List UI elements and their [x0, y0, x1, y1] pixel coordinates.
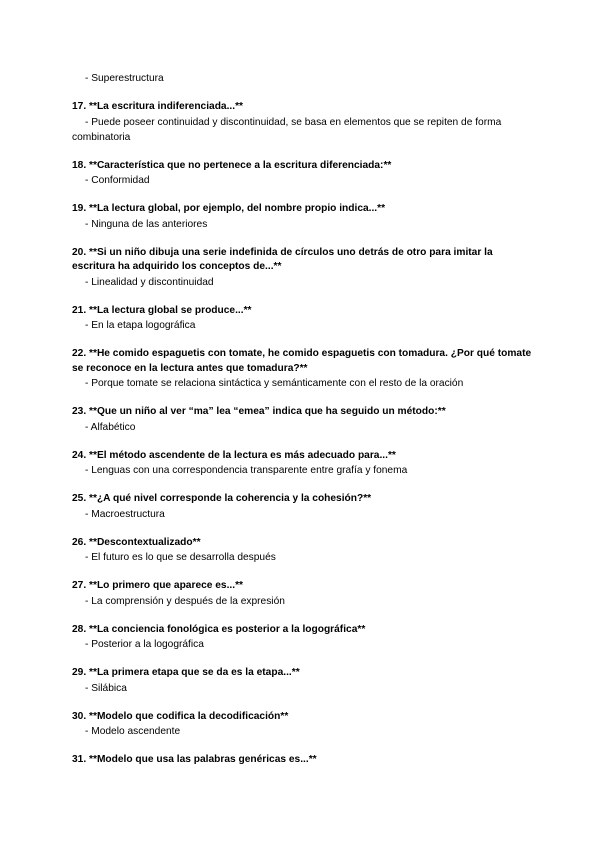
- qa-item-18: [72, 159, 532, 189]
- question-label: **Modelo que usa las palabras genéricas es...**: [89, 754, 317, 765]
- answer-text: - Silábica: [85, 682, 127, 694]
- question-label: **¿A qué nivel corresponde la coherencia y la cohesión?**: [89, 493, 372, 504]
- qa-item-20: [72, 246, 532, 290]
- question-text: [72, 100, 532, 115]
- question-label: **La lectura global, por ejemplo, del nombre propio indica...**: [89, 203, 386, 214]
- qa-item-23: [72, 405, 532, 435]
- question-number: 25.: [72, 493, 87, 504]
- qa-item-19: [72, 202, 532, 232]
- qa-list: [72, 71, 532, 768]
- question-text: [72, 159, 532, 174]
- question-label: **La lectura global se produce...**: [89, 304, 252, 316]
- qa-item-26: [72, 536, 532, 566]
- question-number: 26.: [72, 536, 87, 548]
- question-number: 29.: [72, 667, 87, 678]
- question-label: **La conciencia fonológica es posterior a la logográfica**: [89, 623, 366, 635]
- question-text: [72, 623, 532, 638]
- question-text: [72, 666, 532, 681]
- question-label: **Característica que no pertenece a la escritura diferenciada:**: [89, 159, 392, 171]
- answer-text: - Lenguas con una correspondencia transparente entre grafía y fonema: [85, 465, 408, 476]
- question-number: 17.: [72, 101, 87, 112]
- question-text: [72, 449, 532, 464]
- question-label: **He comido espaguetis con tomate, he comido espaguetis con tomadura. ¿Por qué tomate se reconoce en la lectura antes que tomadura?**: [72, 348, 532, 374]
- question-label: **La escritura indiferenciada...**: [89, 101, 244, 112]
- question-text: [72, 536, 532, 551]
- answer-text: - Ninguna de las anteriores: [85, 218, 208, 230]
- qa-item-25: [72, 492, 532, 522]
- question-label: **Modelo que codifica la decodificación**: [89, 710, 289, 722]
- question-number: 30.: [72, 710, 87, 722]
- qa-item-27: [72, 579, 532, 609]
- question-text: [72, 710, 532, 725]
- question-number: 19.: [72, 203, 87, 214]
- answer-text: - Porque tomate se relaciona sintáctica y semánticamente con el resto de la oración: [85, 378, 464, 389]
- question-label: **El método ascendente de la lectura es más adecuado para...**: [89, 449, 396, 461]
- question-text: [72, 304, 532, 319]
- qa-item-21: [72, 304, 532, 334]
- question-number: 22.: [72, 348, 87, 359]
- question-text: [72, 202, 532, 217]
- answer-text: - Superestructura: [85, 73, 164, 84]
- answer-text: - Alfabético: [85, 421, 136, 433]
- question-label: **La primera etapa que se da es la etapa...**: [89, 667, 300, 678]
- qa-item-17: [72, 100, 532, 145]
- question-number: 28.: [72, 623, 87, 635]
- question-number: 18.: [72, 159, 87, 171]
- answer-text: - La comprensión y después de la expresión: [85, 595, 285, 607]
- question-text: [72, 492, 532, 507]
- qa-item-31: [72, 753, 532, 768]
- question-label: **Si un niño dibuja una serie indefinida de círculos uno detrás de otro para imitar la escritura ha adquirido los conceptos de...**: [72, 246, 493, 272]
- answer-text: - En la etapa logográfica: [85, 320, 196, 331]
- qa-item-24: [72, 449, 532, 479]
- question-number: 20.: [72, 246, 87, 258]
- question-number: 31.: [72, 754, 87, 765]
- question-text: [72, 579, 532, 594]
- question-number: 21.: [72, 304, 87, 316]
- answer-text: - Puede poseer continuidad y discontinuidad, se basa en elementos que se repiten de forma combinatoria: [72, 116, 502, 143]
- answer-text: - El futuro es lo que se desarrolla después: [85, 552, 276, 563]
- answer-text: - Linealidad y discontinuidad: [85, 276, 214, 288]
- question-number: 27.: [72, 580, 87, 591]
- qa-item-30: [72, 710, 532, 740]
- qa-item-29: [72, 666, 532, 696]
- answer-text: - Modelo ascendente: [85, 726, 181, 737]
- answer-text: - Macroestructura: [85, 508, 165, 520]
- question-number: 23.: [72, 406, 87, 417]
- question-text: [72, 347, 532, 376]
- question-label: **Descontextualizado**: [89, 536, 201, 548]
- question-label: **Que un niño al ver “ma” lea “emea” indica que ha seguido un método:**: [89, 406, 446, 417]
- answer-text: - Conformidad: [85, 175, 150, 186]
- question-text: [72, 405, 532, 420]
- question-text: [72, 246, 532, 275]
- question-number: 24.: [72, 449, 87, 461]
- question-label: **Lo primero que aparece es...**: [89, 580, 244, 591]
- answer-text: - Posterior a la logográfica: [85, 639, 204, 650]
- qa-item-22: [72, 347, 532, 391]
- question-text: [72, 753, 532, 768]
- qa-item-28: [72, 623, 532, 653]
